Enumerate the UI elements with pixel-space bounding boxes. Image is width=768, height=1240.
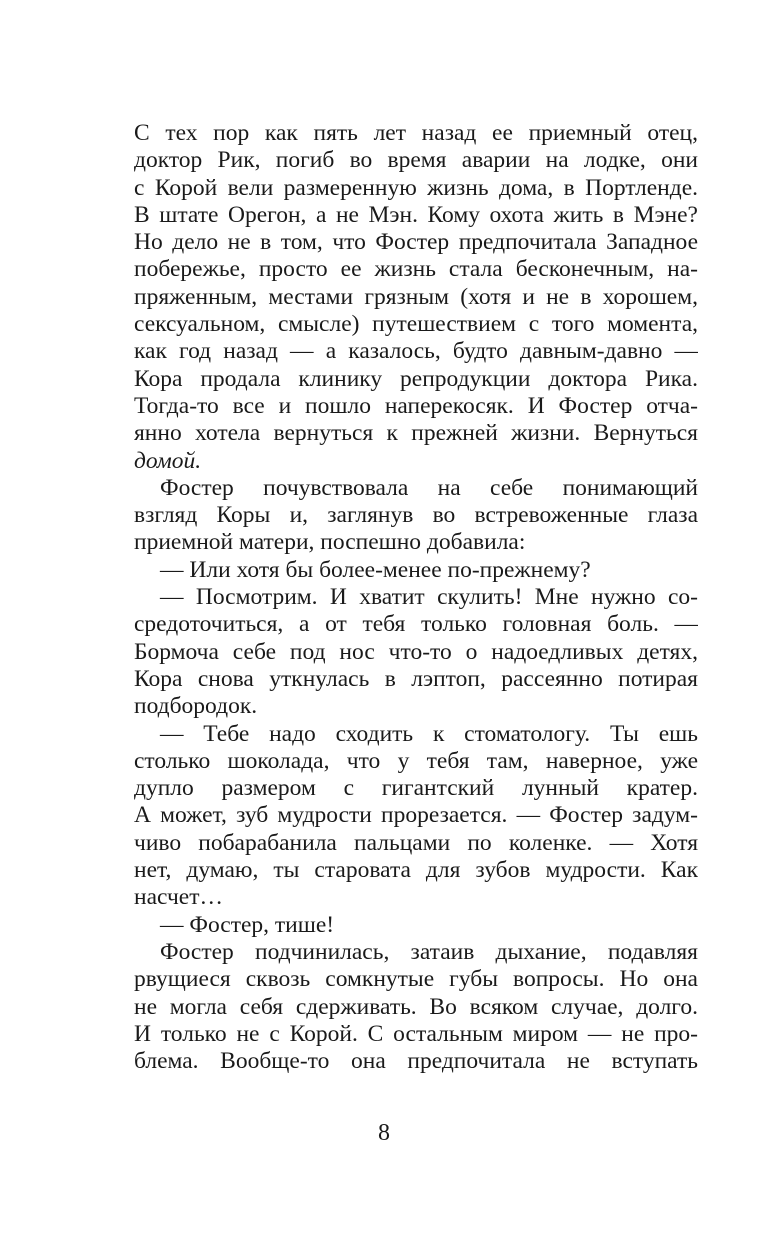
text-line: Фостер почувствовала на себе понимающий bbox=[160, 474, 698, 501]
text-line: сексуальном, смысле) путешествием с того момента, bbox=[134, 311, 698, 338]
text-line: Кора продала клинику репродукции доктора Рика. bbox=[134, 365, 698, 392]
text-line: насчет… bbox=[134, 884, 223, 911]
text-line: с Корой вели размеренную жизнь дома, в Портленде. bbox=[134, 174, 698, 201]
text-line-italic: домой. bbox=[134, 447, 202, 474]
text-line: Кора снова уткнулась в лэптоп, рассеянно потирая bbox=[134, 665, 698, 692]
text-line: блема. Вообще-то она предпочитала не вступать bbox=[134, 1048, 698, 1075]
text-line: И только не с Корой. С остальным миром — не про- bbox=[134, 1020, 698, 1047]
body-text bbox=[134, 120, 698, 1075]
text-line: С тех пор как пять лет назад ее приемный отец, bbox=[134, 120, 698, 146]
text-line: подбородок. bbox=[134, 693, 258, 720]
text-line: средоточиться, а от тебя только головная боль. — bbox=[134, 611, 698, 638]
dialogue-line: — Посмотрим. И хватит скулить! Мне нужно со- bbox=[160, 584, 698, 611]
text-line: Но дело не в том, что Фостер предпочитала Западное bbox=[134, 229, 698, 256]
text-line: не могла себя сдерживать. Во всяком случае, долго. bbox=[134, 993, 698, 1020]
text-line: чиво побарабанила пальцами по коленке. — Хотя bbox=[134, 829, 698, 856]
text-line: приемной матери, поспешно добавила: bbox=[134, 529, 526, 556]
text-line: пряженным, местами грязным (хотя и не в хорошем, bbox=[134, 283, 698, 310]
text-line: янно хотела вернуться к прежней жизни. Вернуться bbox=[134, 420, 698, 447]
dialogue-line: — Тебе надо сходить к стоматологу. Ты ешь bbox=[160, 720, 698, 747]
page-number: 8 bbox=[378, 1120, 390, 1146]
text-line: как год назад — а казалось, будто давным-давно — bbox=[134, 338, 698, 365]
text-line: В штате Орегон, а не Мэн. Кому охота жить в Мэне? bbox=[134, 201, 698, 228]
dialogue-line: — Или хотя бы более-менее по-прежнему? bbox=[160, 556, 591, 583]
text-line: взгляд Коры и, заглянув во встревоженные глаза bbox=[134, 502, 698, 529]
text-line: побережье, просто ее жизнь стала бесконечным, на- bbox=[134, 256, 698, 283]
text-line: доктор Рик, погиб во время аварии на лодке, они bbox=[134, 147, 698, 174]
text-line: Фостер подчинилась, затаив дыхание, подавляя bbox=[160, 938, 698, 965]
text-line: Бормоча себе под нос что-то о надоедливых детях, bbox=[134, 638, 698, 665]
text-line: рвущиеся сквозь сомкнутые губы вопросы. Но она bbox=[134, 966, 698, 993]
text-line: дупло размером с гигантский лунный кратер. bbox=[134, 775, 698, 802]
text-line: нет, думаю, ты старовата для зубов мудрости. Как bbox=[134, 857, 698, 884]
text-line: А может, зуб мудрости прорезается. — Фостер задум- bbox=[134, 802, 698, 829]
text-line: столько шоколада, что у тебя там, наверное, уже bbox=[134, 747, 698, 774]
dialogue-line: — Фостер, тише! bbox=[160, 911, 335, 938]
text-line: Тогда-то все и пошло наперекосяк. И Фостер отча- bbox=[134, 392, 698, 419]
